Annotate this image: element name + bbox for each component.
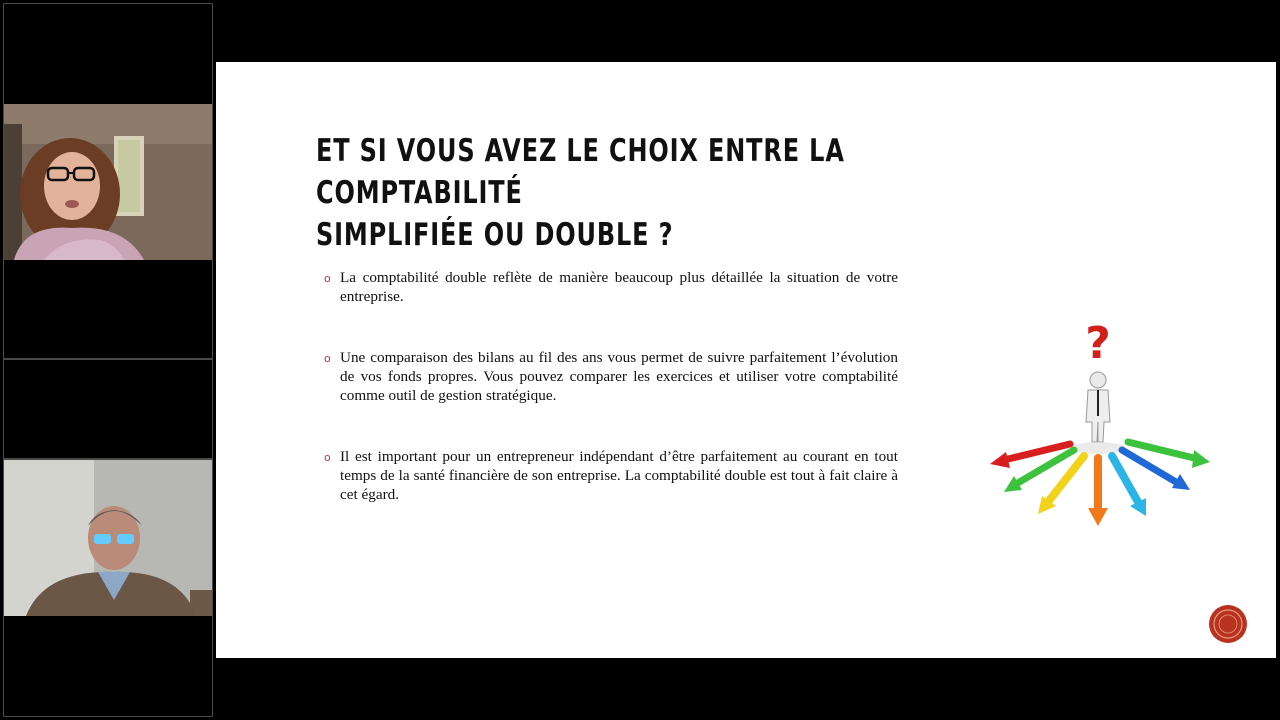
bullet-item — [324, 268, 898, 306]
bullet-text: Il est important pour un entrepreneur indépendant d’être parfaitement au courant en tout temps de la santé financière de son entreprise. La comptabilité double est tout à fait claire à cet égard. — [340, 448, 898, 503]
bullet-item — [324, 447, 898, 504]
person-choice-arrows-icon — [986, 318, 1214, 528]
slide-title — [316, 130, 970, 256]
participant-2-video — [4, 360, 212, 458]
video-tile-participant-3[interactable] — [3, 459, 213, 717]
bullet-item — [324, 348, 898, 405]
video-tile-participant-1[interactable] — [3, 3, 213, 359]
svg-text:?: ? — [1085, 318, 1111, 369]
red-seal-logo-icon — [1208, 604, 1248, 644]
video-tile-participant-2[interactable] — [3, 359, 213, 459]
bullet-marker: o — [324, 272, 331, 285]
presentation-slide — [216, 62, 1276, 658]
bullet-text: Une comparaison des bilans au fil des ans vous permet de suivre parfaitement l’évolution de vos fonds propres. Vous pouvez comparer les exercices et utiliser votre comptabilité comme outil de gestion stratégique. — [340, 349, 898, 404]
slide-title-line-2: SIMPLIFIÉE OU DOUBLE ? — [316, 217, 674, 253]
bullet-marker: o — [324, 451, 331, 464]
bullet-text: La comptabilité double reflète de manière beaucoup plus détaillée la situation de votre entreprise. — [340, 269, 898, 305]
participant-1-video — [4, 4, 212, 358]
slide-bullet-list — [324, 268, 898, 546]
participant-sidebar — [0, 0, 216, 720]
slide-title-line-1: ET SI VOUS AVEZ LE CHOIX ENTRE LA COMPTABILITÉ — [316, 133, 845, 211]
participant-3-video — [4, 460, 212, 716]
bullet-marker: o — [324, 352, 331, 365]
